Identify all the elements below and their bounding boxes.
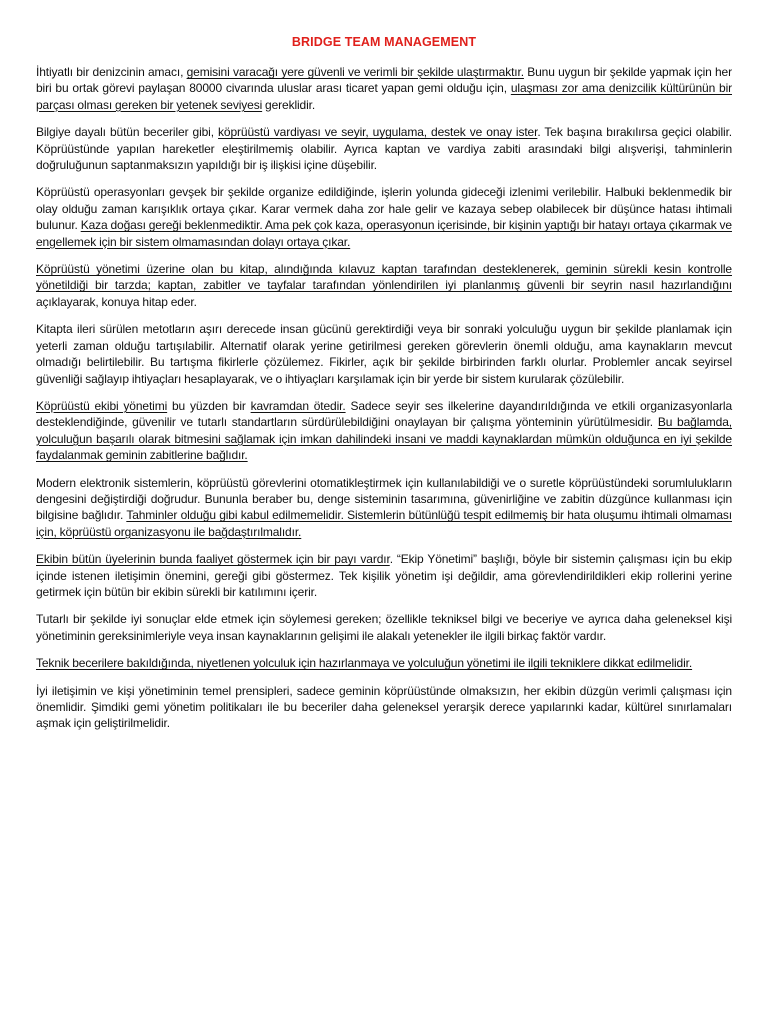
text-segment: Köprüüstü operasyonları gevşek bir şekilde organize edildiğinde, işlerin yolunda gideceği izlenimi verilebilir. Halbuki beklenmedik bir olay olduğu zaman karışıklık ortaya çıkar. Karar vermek daha zor hale gelir ve kazaya sebep olabilecek bir düşünce hatası ihtimali bulunur.: [36, 185, 732, 233]
paragraph: [36, 683, 732, 732]
paragraph: [36, 655, 732, 671]
paragraph: [36, 64, 732, 113]
underlined-text: Köprüüstü ekibi yönetimi: [36, 398, 168, 413]
document-title: BRIDGE TEAM MANAGEMENT: [291, 35, 477, 49]
paragraph: [36, 184, 732, 250]
underlined-text: Teknik becerilere bakıldığında, niyetlenen yolculuk için hazırlanmaya ve yolculuğun yönetimi ile ilgili tekniklere dikkat edilmelidir.: [36, 656, 693, 671]
text-segment: açıklayarak, konuya hitap eder.: [36, 294, 197, 309]
text-segment: bu yüzden bir: [167, 398, 251, 413]
paragraph: [36, 321, 732, 387]
underlined-text: Kaza doğası gereği beklenmediktir. Ama pek çok kaza, operasyonun içerisinde, bir kişinin yaptığı bir hatayı ortaya çıkarmak ve engellemek için bir sistem olmamasından dolayı ortaya çıkar.: [36, 218, 732, 249]
underlined-text: Ekibin bütün üyelerinin bunda faaliyet göstermek için bir payı vardır: [36, 552, 390, 567]
paragraph: [36, 124, 732, 173]
text-segment: Tutarlı bir şekilde iyi sonuçlar elde etmek için söylemesi gereken; özellikle tekniksel bilgi ve beceriye ve ayrıca daha geleneksel kişi yönetiminin gereksinimleriyle veya insan kaynaklarının gelişimi ile alakalı yetenekler ile ilgili birkaç faktör vardır.: [36, 612, 732, 643]
paragraph: [36, 611, 732, 644]
underlined-text: gemisini varacağı yere güvenli ve verimli bir şekilde ulaştırmaktır.: [186, 65, 524, 79]
text-segment: Bunu uygun bir şekilde yapmak için her biri bu ortak görevi paylaşan 80000 civarında uluslar arası ticaret yapan gemi olduğu için,: [36, 65, 732, 96]
paragraph: [36, 398, 732, 464]
text-segment: . Tek başına bırakılırsa geçici olabilir. Köprüüstünde yapılan hareketler eleştirilmemiş olabilir. Ayrıca kaptan ve vardiya zabiti arasındaki bilgi alışverişi, tahminlerin doğruluğunun saptanmaksızın yapıldığı bir iş ilişkisi içine düşebilir.: [36, 125, 732, 173]
text-segment: İyi iletişimin ve kişi yönetiminin temel prensipleri, sadece geminin köprüüstünde olmaksızın, her ekibin düzgün verimli çalışması için önemlidir. Şimdiki gemi yönetim politikaları ile bu beceriler daha geleneksel yerarşik derece yapılarınki kadar, kültürel sınırlamaları aşmak için geliştirilmelidir.: [36, 683, 732, 731]
document-page: [36, 34, 732, 743]
text-segment: . “Ekip Yönetimi” başlığı, böyle bir sistemin çalışması için bu ekip içinde istenen iletişimin önemini, gereği gibi göstermez. Tek kişilik yönetim işi değildir, ama görevlendirildikleri ekip rollerini yerine getirmek için bütün bir ekibin sürekli bir katılımını içerir.: [36, 552, 732, 599]
text-segment: Bilgiye dayalı bütün beceriler gibi,: [36, 125, 219, 140]
text-segment: Sadece seyir ses ilkelerine dayandırıldığında ve etkili organizasyonlarla desteklendiğinde, güvenilir ve tutarlı standartların sürdürülebildiğini onaylayan bir çalışma yönteminin yürütülmesidir.: [36, 398, 733, 430]
underlined-text: Köprüüstü yönetimi üzerine olan bu kitap, alındığında kılavuz kaptan tarafından desteklenerek, geminin sürekli kesin kontrolle yönetildiği bir tarzda; kaptan, zabitler ve tayfalar tarafından yönlendirilen iyi planlanmış güvenli bir seyrin nasıl hazırlandığını: [36, 262, 732, 293]
text-segment: gereklidir.: [262, 97, 316, 112]
paragraph: [36, 551, 732, 600]
underlined-text: kavramdan ötedir.: [250, 398, 346, 413]
paragraph: [36, 475, 732, 541]
underlined-text: ulaşması zor ama denizcilik kültürünün bir parçası olması gereken bir yetenek seviyesi: [36, 81, 732, 112]
underlined-text: köprüüstü vardiyası ve seyir, uygulama, destek ve onay ister: [218, 125, 538, 140]
underlined-text: Tahminler olduğu gibi kabul edilmemelidir. Sistemlerin bütünlüğü tespit edilmemiş bir hata oluşumu ihtimali olmaması için, köprüüstü organizasyonu ile bağdaştırılmalıdır.: [36, 508, 732, 539]
underlined-text: Bu bağlamda, yolculuğun başarılı olarak bitmesini sağlamak için imkan dahilindeki insani ve maddi kaynaklardan mümkün olduğunca en iyi şekilde faydalanmak geminin zabitlerine bağlıdır.: [36, 415, 732, 463]
paragraph: [36, 261, 732, 310]
text-segment: İhtiyatlı bir denizcinin amacı,: [36, 65, 187, 79]
text-segment: Modern elektronik sistemlerin, köprüüstü görevlerini otomatikleştirmek için kullanılabildiği ve o suretle köprüüstündeki sorumlulukların dengesini değiştirdiği doğrudur. Bununla beraber bu, denge sisteminin tasarımına, güvenirliğine ve zabitin düzgünce kullanması için bilgisine bağlıdır.: [36, 475, 732, 523]
text-segment: Kitapta ileri sürülen metotların aşırı derecede insan gücünü gerektirdiği veya bir sonraki yolculuğu uygun bir şekilde planlamak için yeterli zaman olduğu tartışılabilir. Alternatif olarak yerine getirilmesi gereken görevlerin önemli olduğu, ama kaynakların mevcut olmadığı belirtilebilir. Bu tartışma fikirlerle çözülemez. Fikirler, açık bir şekilde birbirinden farklı olurlar. Problemler ancak seyirsel güvenliği sağlayıp ihtiyaçları hesaplayarak, ve o ihtiyaçları karşılamak için bir yerde bir sistem kurularak çözülebilir.: [36, 322, 732, 386]
document-body: [36, 64, 732, 732]
